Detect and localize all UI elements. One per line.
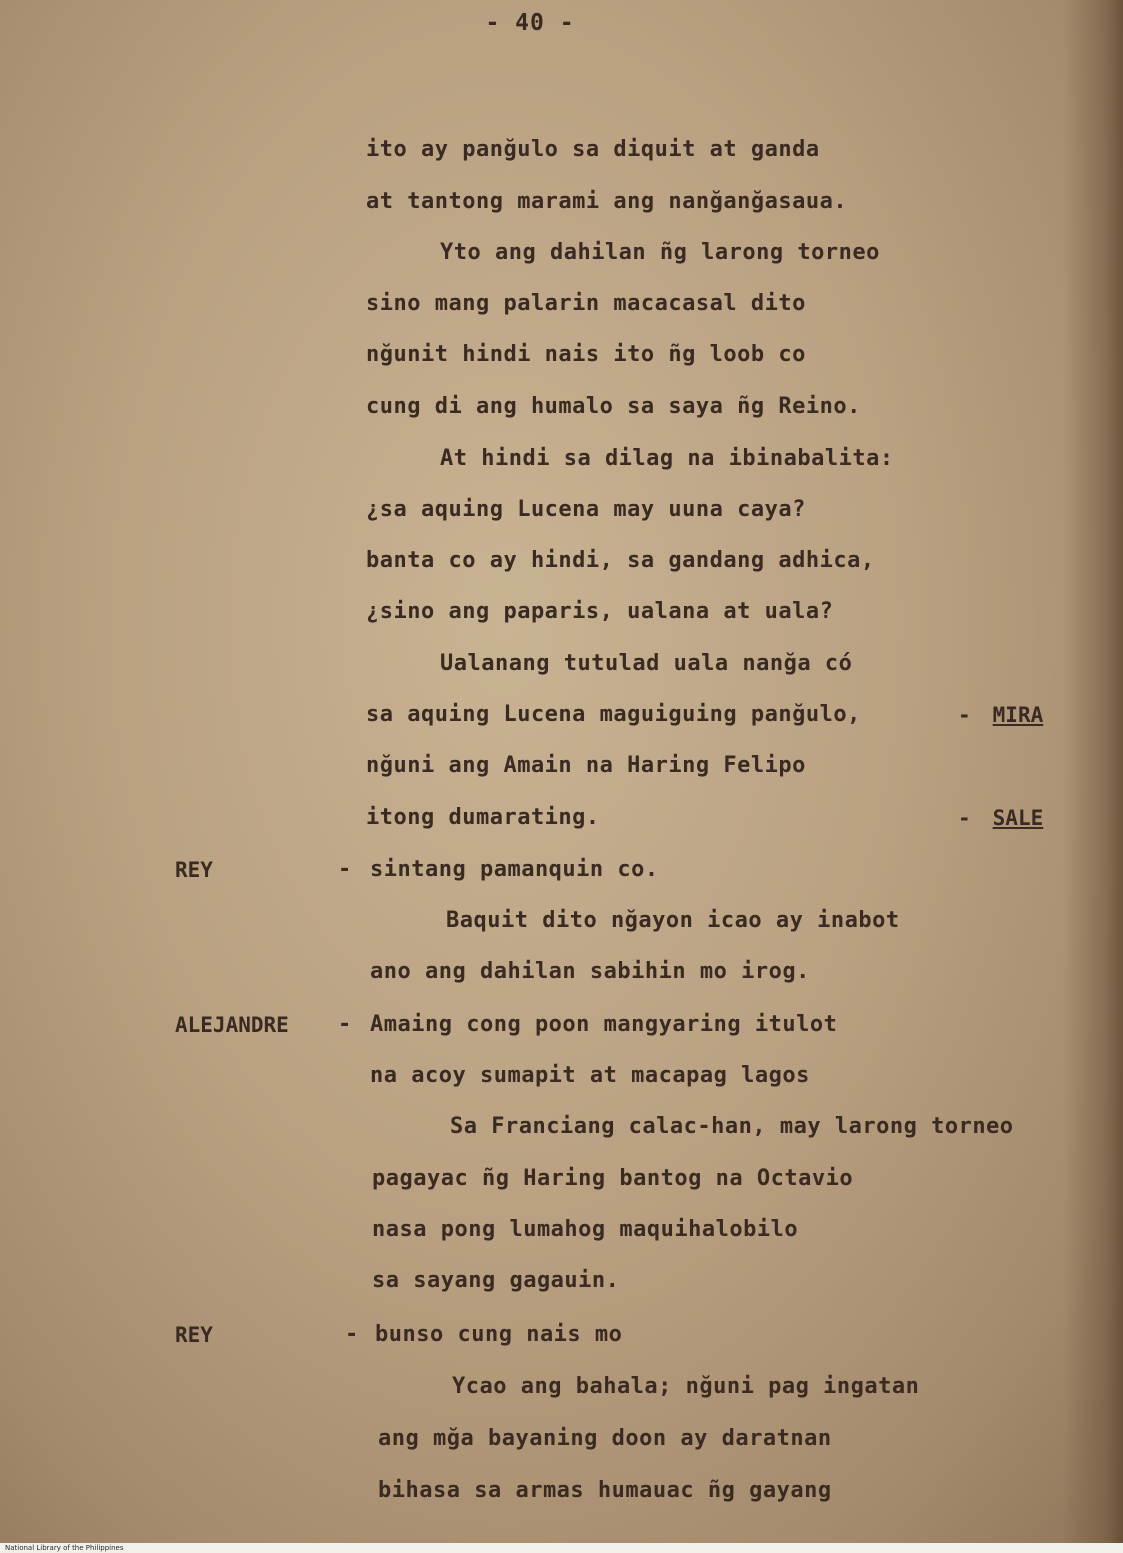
verse-line-20: Sa Franciang calac-han, may larong torneo [450,1114,1014,1139]
verse-line-25: Ycao ang bahala; nğuni pag ingatan [452,1374,920,1399]
verse-line-11: Ualanang tutulad uala nanğa có [440,651,853,676]
footer-band [0,1543,1123,1553]
speaker-rey: REY [175,858,213,882]
speaker-alejandre: ALEJANDRE [175,1013,289,1037]
stage-direction-sale [958,805,1043,831]
speaker-dash: - [345,1322,359,1347]
stage-direction-mira [958,702,1043,728]
verse-line-6: cung di ang humalo sa saya ñg Reino. [366,394,861,419]
verse-line-1: ito ay panğulo sa diquit at ganda [366,137,820,162]
verse-line-12: sa aquing Lucena maguiguing panğulo, [366,702,861,727]
verse-line-9: banta co ay hindi, sa gandang adhica, [366,548,875,573]
stage-direction-mira-label: MIRA [992,703,1044,727]
verse-line-3: Yto ang dahilan ñg larong torneo [440,240,880,265]
footer-credit: National Library of the Philippines [2,1544,127,1553]
verse-line-21: pagayac ñg Haring bantog na Octavio [372,1166,854,1191]
speaker-dash: - [338,1012,352,1037]
verse-line-27: bihasa sa armas humauac ñg gayang [378,1478,832,1503]
verse-line-15: sintang pamanquin co. [370,857,659,882]
verse-line-17: ano ang dahilan sabihin mo irog. [370,959,810,984]
verse-line-5: nğunit hindi nais ito ñg loob co [366,342,806,367]
speaker-dash: - [338,857,352,882]
page-number: - 40 - [485,10,575,36]
verse-line-16: Baquit dito nğayon icao ay inabot [446,908,900,933]
verse-line-2: at tantong marami ang nanğanğasaua. [366,189,848,214]
verse-line-10: ¿sino ang paparis, ualana at uala? [366,599,834,624]
verse-line-18: Amaing cong poon mangyaring itulot [370,1012,838,1037]
verse-line-24: bunso cung nais mo [375,1322,623,1347]
verse-line-14: itong dumarating. [366,805,600,830]
verse-line-7: At hindi sa dilag na ibinabalita: [440,446,894,471]
page-edge-shadow [1063,0,1123,1553]
verse-line-22: nasa pong lumahog maquihalobilo [372,1217,799,1242]
stage-dash: - [958,703,971,727]
verse-line-4: sino mang palarin macacasal dito [366,291,806,316]
verse-line-23: sa sayang gagauin. [372,1268,620,1293]
verse-line-19: na acoy sumapit at macapag lagos [370,1063,810,1088]
stage-direction-sale-label: SALE [992,806,1044,830]
speaker-rey: REY [175,1323,213,1347]
verse-line-13: nğuni ang Amain na Haring Felipo [366,753,806,778]
verse-line-26: ang mğa bayaning doon ay daratnan [378,1426,832,1451]
verse-line-8: ¿sa aquing Lucena may uuna caya? [366,497,806,522]
stage-dash: - [958,806,971,830]
